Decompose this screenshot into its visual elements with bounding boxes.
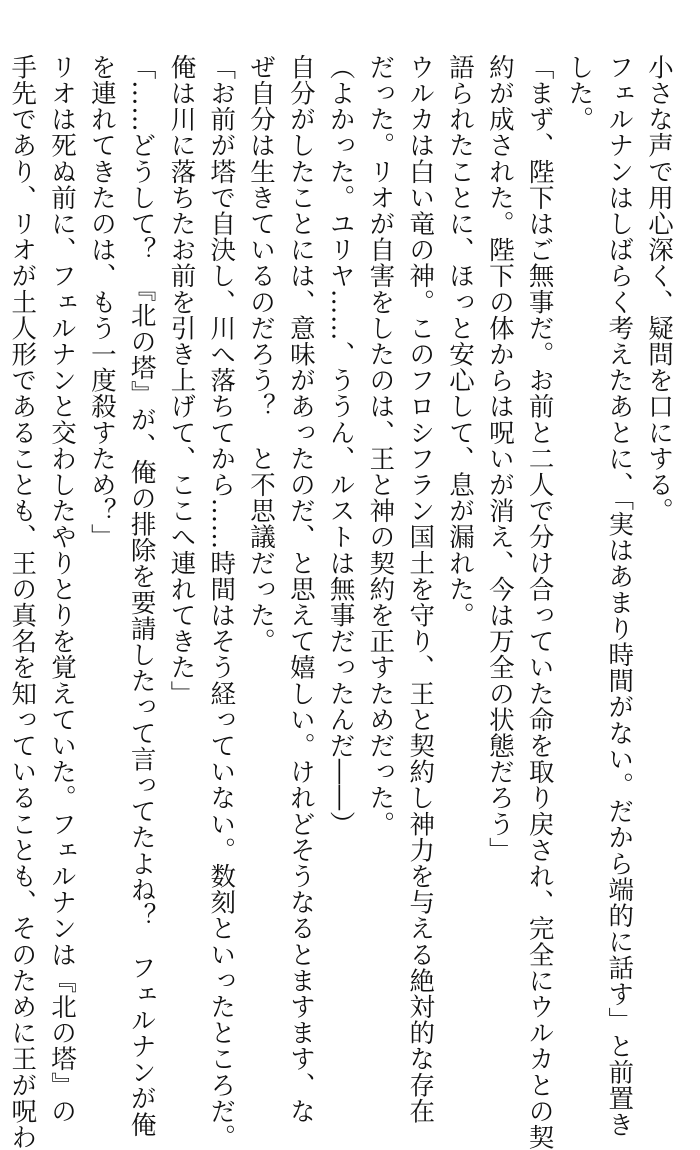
text-line: フェルナンはしばらく考えたあとに、「実はあまり時間がない。だから端的に話す」と前置き (604, 54, 635, 1138)
text-line: ウルカは白い竜の神。このフロシフラン国土を守り、王と契約し神力を与える絶対的な存在 (405, 54, 436, 1125)
text-line: を連れてきたのは、もう一度殺すため？」 (86, 54, 117, 550)
text-line: 俺は川に落ちたお前を引き上げて、ここへ連れてきた」 (166, 54, 197, 707)
text-line: 自分がしたことには、意味があったのだ、と思えて嬉しい。けれどそうなるとますます、な (285, 54, 316, 1125)
text-line: した。 (564, 54, 595, 133)
text-line: （よかった。ユリヤ……、ううん、ルストは無事だったんだ――） (325, 54, 356, 837)
text-line: 「お前が塔で自決し、川へ落ちてから……時間はそう経っていない。数刻といったところだ。 (206, 54, 237, 1150)
text-line: リオは死ぬ前に、フェルナンと交わしたやりとりを覚えていた。フェルナンは『北の塔』の (47, 54, 78, 1125)
text-line: 「……どうして？ 『北の塔』が、俺の排除を要請したって言ってたよね？ フェルナンが俺 (126, 54, 157, 1138)
text-line: 手先であり、リオが土人形であることも、王の真名を知っていることも、そのために王が呪わ (7, 54, 38, 1150)
text-line: 語られたことに、ほっと安心して、息が漏れた。 (445, 54, 476, 629)
text-line: 約が成された。陛下の体からは呪いが消え、今は万全の状態だろう」 (484, 54, 515, 864)
text-line: 「まず、陛下はご無事だ。お前と二人で分け合っていた命を取り戻され、完全にウルカとの契 (524, 54, 555, 1150)
text-line: だった。リオが自害をしたのは、王と神の契約を正すためだった。 (365, 54, 396, 837)
vertical-text-body (7, 54, 678, 1150)
text-line: 小さな声で用心深く、疑問を口にする。 (644, 54, 674, 524)
text-line: ぜ自分は生きているのだろう？ と不思議だった。 (246, 54, 277, 655)
